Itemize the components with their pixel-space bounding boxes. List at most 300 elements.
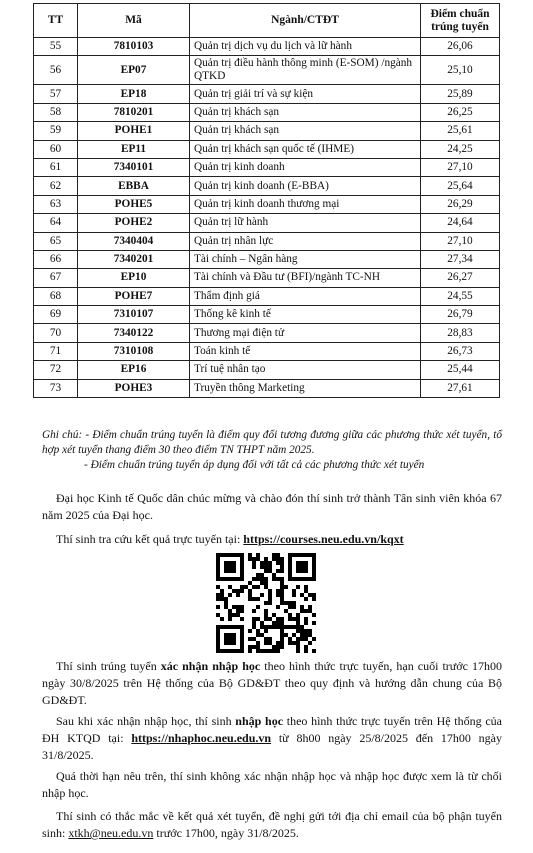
qr-module <box>240 617 244 621</box>
qr-module <box>252 561 256 565</box>
qr-module <box>228 633 232 637</box>
qr-module <box>300 577 304 581</box>
qr-module <box>292 625 296 629</box>
qr-module <box>296 565 300 569</box>
qr-module <box>268 597 272 601</box>
cell-diem: 24,25 <box>421 140 500 158</box>
qr-module <box>220 625 224 629</box>
qr-module <box>264 561 268 565</box>
qr-module <box>272 573 276 577</box>
qr-module <box>224 633 228 637</box>
qr-module <box>216 633 220 637</box>
qr-module <box>280 597 284 601</box>
table-header-row <box>34 4 500 38</box>
qr-module <box>280 617 284 621</box>
cell-diem: 26,25 <box>421 103 500 121</box>
qr-module <box>268 601 272 605</box>
enroll-text-c: từ 8h00 ngày 25/8/2025 đến 17h00 ngày 31/8/2025. <box>42 731 502 762</box>
cell-diem: 27,10 <box>421 158 500 176</box>
qr-module <box>268 569 272 573</box>
qr-module <box>284 609 288 613</box>
qr-module <box>236 613 240 617</box>
contact-email-link[interactable]: xtkh@neu.edu.vn <box>68 826 154 840</box>
cell-nganh: Quản trị kinh doanh <box>190 158 421 176</box>
cell-nganh: Quản trị lữ hành <box>190 214 421 232</box>
confirm-paragraph <box>42 658 502 709</box>
qr-module <box>304 617 308 621</box>
qr-module <box>248 597 252 601</box>
qr-module <box>248 557 252 561</box>
enroll-text-bold: nhập học <box>235 714 284 728</box>
table-row <box>34 177 500 195</box>
qr-module <box>272 557 276 561</box>
qr-module <box>292 553 296 557</box>
qr-module <box>268 593 272 597</box>
qr-module <box>280 621 284 625</box>
qr-module <box>228 585 232 589</box>
qr-module <box>228 565 232 569</box>
cell-nganh: Quản trị khách sạn <box>190 103 421 121</box>
admission-score-table-wrap <box>33 3 499 398</box>
enroll-link[interactable]: https://nhaphoc.neu.edu.vn <box>131 731 272 745</box>
enroll-text-b: theo hình thức trực tuyến trên Hệ thống của ĐH KTQD tại: <box>42 714 502 745</box>
qr-module <box>312 561 316 565</box>
enroll-paragraph <box>42 713 502 764</box>
cell-nganh: Tài chính – Ngân hàng <box>190 250 421 268</box>
qr-module <box>228 613 232 617</box>
qr-module <box>216 577 220 581</box>
qr-module <box>280 565 284 569</box>
cell-diem: 24,64 <box>421 214 500 232</box>
cell-diem: 25,61 <box>421 122 500 140</box>
qr-module <box>236 649 240 653</box>
qr-module <box>280 625 284 629</box>
qr-module <box>296 553 300 557</box>
qr-module <box>288 573 292 577</box>
qr-module <box>224 565 228 569</box>
cell-tt: 62 <box>34 177 78 195</box>
qr-module <box>248 637 252 641</box>
qr-module <box>300 609 304 613</box>
qr-module <box>268 649 272 653</box>
qr-module <box>276 577 280 581</box>
qr-module <box>272 625 276 629</box>
qr-module <box>304 589 308 593</box>
qr-module <box>256 617 260 621</box>
qr-module <box>240 573 244 577</box>
lookup-paragraph <box>42 531 502 548</box>
qr-module <box>296 569 300 573</box>
qr-module <box>312 597 316 601</box>
qr-module <box>232 649 236 653</box>
cell-diem: 28,83 <box>421 324 500 342</box>
qr-module <box>216 597 220 601</box>
header-tt: TT <box>34 4 78 38</box>
table-row <box>34 287 500 305</box>
qr-module <box>240 645 244 649</box>
qr-module <box>228 577 232 581</box>
qr-module <box>264 613 268 617</box>
qr-module <box>312 613 316 617</box>
qr-module <box>260 573 264 577</box>
qr-module <box>224 649 228 653</box>
qr-module <box>308 553 312 557</box>
qr-module <box>276 621 280 625</box>
cell-tt: 71 <box>34 342 78 360</box>
qr-module <box>228 617 232 621</box>
qr-module <box>224 597 228 601</box>
qr-module <box>276 605 280 609</box>
cell-ma: POHE5 <box>78 195 190 213</box>
qr-module <box>256 577 260 581</box>
qr-module <box>288 613 292 617</box>
qr-module <box>304 609 308 613</box>
qr-module <box>224 601 228 605</box>
qr-module <box>272 649 276 653</box>
qr-module <box>304 565 308 569</box>
qr-module <box>288 637 292 641</box>
qr-module <box>276 649 280 653</box>
qr-module <box>256 585 260 589</box>
qr-module <box>264 625 268 629</box>
table-body <box>34 38 500 398</box>
qr-module <box>256 645 260 649</box>
header-diem-line2: trúng tuyển <box>431 20 489 33</box>
contact-paragraph <box>42 808 502 842</box>
qr-module <box>256 641 260 645</box>
qr-module <box>296 625 300 629</box>
qr-module <box>276 561 280 565</box>
qr-module <box>240 637 244 641</box>
cell-ma: EP10 <box>78 269 190 287</box>
qr-module <box>216 625 220 629</box>
qr-module <box>300 605 304 609</box>
qr-module <box>252 597 256 601</box>
qr-module <box>236 593 240 597</box>
qr-module <box>228 561 232 565</box>
qr-module <box>260 565 264 569</box>
qr-module <box>288 577 292 581</box>
qr-module <box>264 581 268 585</box>
header-ma: Mã <box>78 4 190 38</box>
qr-module <box>284 601 288 605</box>
cell-nganh: Thống kê kinh tế <box>190 306 421 324</box>
cell-tt: 72 <box>34 361 78 379</box>
qr-module <box>260 625 264 629</box>
qr-module <box>256 573 260 577</box>
qr-module <box>276 557 280 561</box>
table-row <box>34 38 500 56</box>
qr-module <box>276 589 280 593</box>
qr-module <box>240 605 244 609</box>
qr-module <box>280 601 284 605</box>
qr-module <box>268 617 272 621</box>
cell-tt: 56 <box>34 56 78 85</box>
cell-ma: 7340101 <box>78 158 190 176</box>
cell-ma: POHE7 <box>78 287 190 305</box>
qr-module <box>264 577 268 581</box>
qr-module <box>236 589 240 593</box>
qr-module <box>312 569 316 573</box>
cell-nganh: Truyền thông Marketing <box>190 379 421 397</box>
header-diem <box>421 4 500 38</box>
qr-module <box>264 565 268 569</box>
qr-module <box>216 645 220 649</box>
qr-module <box>312 621 316 625</box>
cell-ma: 7310107 <box>78 306 190 324</box>
qr-module <box>252 625 256 629</box>
contact-text-a: Thí sinh có thắc mắc về kết quả xét tuyển, đề nghị gửi tới địa chỉ email của bộ phận tuyển sinh: <box>42 809 502 840</box>
qr-module <box>304 633 308 637</box>
qr-module <box>300 625 304 629</box>
table-row <box>34 324 500 342</box>
congrats-paragraph: Đại học Kinh tế Quốc dân chúc mừng và chào đón thí sinh trở thành Tân sinh viên khóa 67 năm 2025 của Đại học. <box>42 491 502 522</box>
table-row <box>34 250 500 268</box>
qr-module <box>260 633 264 637</box>
qr-module <box>240 557 244 561</box>
qr-module <box>268 625 272 629</box>
cell-diem: 26,73 <box>421 342 500 360</box>
qr-module <box>216 593 220 597</box>
qr-module <box>224 553 228 557</box>
table-row <box>34 214 500 232</box>
qr-module <box>264 569 268 573</box>
cell-nganh: Trí tuệ nhân tạo <box>190 361 421 379</box>
cell-tt: 58 <box>34 103 78 121</box>
qr-module <box>312 557 316 561</box>
qr-module <box>292 633 296 637</box>
qr-module <box>256 629 260 633</box>
qr-module <box>260 621 264 625</box>
qr-module <box>272 577 276 581</box>
qr-module <box>276 641 280 645</box>
qr-module <box>260 561 264 565</box>
qr-module <box>256 633 260 637</box>
qr-module <box>248 645 252 649</box>
cell-nganh: Quản trị điều hành thông minh (E-SOM) /ngành QTKD <box>190 56 421 85</box>
qr-module <box>220 553 224 557</box>
cell-ma: POHE1 <box>78 122 190 140</box>
qr-module <box>268 561 272 565</box>
qr-module <box>256 597 260 601</box>
cell-diem: 26,29 <box>421 195 500 213</box>
qr-module <box>224 641 228 645</box>
qr-module <box>252 585 256 589</box>
cell-tt: 68 <box>34 287 78 305</box>
qr-module <box>292 617 296 621</box>
cell-tt: 63 <box>34 195 78 213</box>
qr-module <box>248 649 252 653</box>
cell-nganh: Quản trị khách sạn <box>190 122 421 140</box>
qr-module <box>300 553 304 557</box>
cell-diem: 27,61 <box>421 379 500 397</box>
qr-module <box>312 577 316 581</box>
cell-ma: EBBA <box>78 177 190 195</box>
qr-module <box>252 617 256 621</box>
qr-module <box>300 637 304 641</box>
lookup-prefix: Thí sinh tra cứu kết quả trực tuyến tại: <box>56 532 244 546</box>
qr-module <box>304 621 308 625</box>
qr-module <box>312 573 316 577</box>
cell-diem: 24,55 <box>421 287 500 305</box>
qr-module <box>240 633 244 637</box>
cell-ma: 7310108 <box>78 342 190 360</box>
cell-diem: 25,89 <box>421 85 500 103</box>
qr-module <box>284 633 288 637</box>
qr-module <box>216 561 220 565</box>
header-diem-line1: Điểm chuẩn <box>430 7 490 20</box>
qr-module <box>240 561 244 565</box>
qr-module <box>292 593 296 597</box>
qr-module <box>276 569 280 573</box>
qr-module <box>240 609 244 613</box>
cell-ma: EP18 <box>78 85 190 103</box>
qr-module <box>296 585 300 589</box>
qr-module <box>296 617 300 621</box>
qr-module <box>300 565 304 569</box>
note-block <box>42 428 502 473</box>
qr-module <box>296 613 300 617</box>
qr-module <box>280 561 284 565</box>
qr-module <box>220 589 224 593</box>
qr-module <box>304 585 308 589</box>
qr-module <box>288 625 292 629</box>
qr-module <box>292 641 296 645</box>
qr-module <box>224 569 228 573</box>
qr-module <box>220 617 224 621</box>
qr-module <box>236 625 240 629</box>
cell-diem: 27,10 <box>421 232 500 250</box>
qr-module <box>292 577 296 581</box>
qr-module <box>248 581 252 585</box>
cell-nganh: Quản trị khách sạn quốc tế (IHME) <box>190 140 421 158</box>
confirm-text-bold: xác nhận nhập học <box>160 659 261 673</box>
qr-module <box>280 585 284 589</box>
cell-ma: 7340122 <box>78 324 190 342</box>
qr-module <box>260 581 264 585</box>
cell-diem: 25,44 <box>421 361 500 379</box>
cell-ma: EP16 <box>78 361 190 379</box>
qr-module <box>296 621 300 625</box>
qr-module <box>296 645 300 649</box>
qr-module <box>300 629 304 633</box>
qr-module <box>288 601 292 605</box>
qr-module <box>236 609 240 613</box>
qr-module <box>304 645 308 649</box>
cell-nganh: Quản trị dịch vụ du lịch và lữ hành <box>190 38 421 56</box>
qr-module <box>288 641 292 645</box>
qr-module <box>308 593 312 597</box>
cell-nganh: Tài chính và Đầu tư (BFI)/ngành TC-NH <box>190 269 421 287</box>
qr-module <box>312 649 316 653</box>
qr-module <box>272 645 276 649</box>
qr-module <box>264 585 268 589</box>
qr-module <box>280 589 284 593</box>
table-row <box>34 85 500 103</box>
table-row <box>34 232 500 250</box>
qr-module <box>276 593 280 597</box>
qr-module <box>296 629 300 633</box>
qr-module <box>232 565 236 569</box>
qr-module <box>288 605 292 609</box>
qr-module <box>232 641 236 645</box>
qr-module <box>300 593 304 597</box>
qr-module <box>276 553 280 557</box>
cell-nganh: Quản trị nhân lực <box>190 232 421 250</box>
qr-module <box>248 589 252 593</box>
cell-ma: 7810201 <box>78 103 190 121</box>
qr-module <box>272 613 276 617</box>
cell-diem: 26,27 <box>421 269 500 287</box>
cell-nganh: Toán kinh tế <box>190 342 421 360</box>
cell-tt: 73 <box>34 379 78 397</box>
qr-module <box>232 589 236 593</box>
qr-module <box>272 553 276 557</box>
qr-code[interactable] <box>216 553 316 653</box>
qr-module <box>260 593 264 597</box>
qr-module <box>256 557 260 561</box>
qr-module <box>304 577 308 581</box>
qr-module <box>276 617 280 621</box>
qr-module <box>276 645 280 649</box>
qr-module <box>280 569 284 573</box>
qr-module <box>240 553 244 557</box>
qr-module <box>240 569 244 573</box>
qr-module <box>308 605 312 609</box>
table-row <box>34 103 500 121</box>
qr-module <box>256 605 260 609</box>
table-row <box>34 56 500 85</box>
qr-module <box>264 641 268 645</box>
qr-module <box>240 577 244 581</box>
qr-module <box>308 629 312 633</box>
qr-module <box>216 569 220 573</box>
qr-module <box>276 625 280 629</box>
qr-module <box>272 621 276 625</box>
qr-module <box>240 589 244 593</box>
qr-module <box>228 593 232 597</box>
lookup-link[interactable]: https://courses.neu.edu.vn/kqxt <box>243 532 404 546</box>
qr-module <box>216 649 220 653</box>
qr-module <box>280 633 284 637</box>
cell-tt: 55 <box>34 38 78 56</box>
qr-module <box>300 561 304 565</box>
qr-module <box>240 585 244 589</box>
qr-module <box>268 637 272 641</box>
confirm-text-a: Thí sinh trúng tuyển <box>56 659 161 673</box>
qr-module <box>228 569 232 573</box>
cell-tt: 59 <box>34 122 78 140</box>
qr-module <box>252 577 256 581</box>
qr-module <box>240 625 244 629</box>
cell-ma: 7340404 <box>78 232 190 250</box>
cell-tt: 65 <box>34 232 78 250</box>
qr-module <box>292 605 296 609</box>
qr-module <box>256 553 260 557</box>
qr-module <box>216 629 220 633</box>
qr-module <box>228 553 232 557</box>
qr-module <box>280 581 284 585</box>
table-row <box>34 342 500 360</box>
qr-module <box>252 557 256 561</box>
qr-module <box>216 573 220 577</box>
qr-module <box>296 649 300 653</box>
qr-module <box>288 561 292 565</box>
qr-module <box>224 625 228 629</box>
qr-module <box>236 577 240 581</box>
qr-module <box>232 577 236 581</box>
admission-score-table <box>33 3 500 398</box>
